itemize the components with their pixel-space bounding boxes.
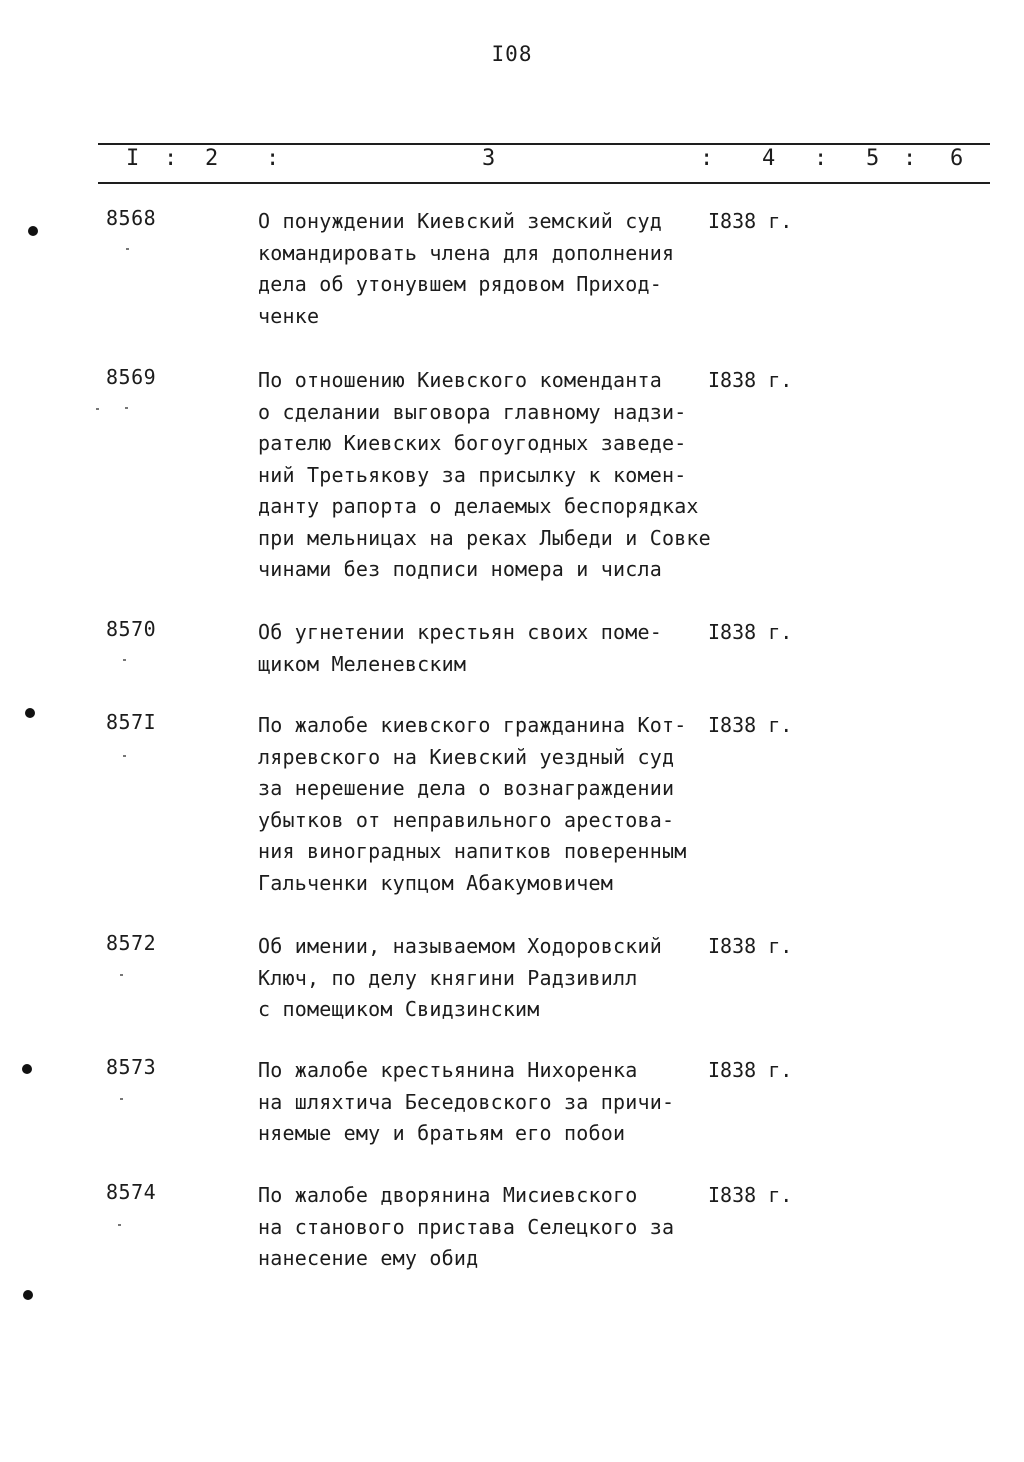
punch-hole-mark: [22, 1064, 32, 1074]
page-number: I08: [491, 42, 533, 66]
description-line: за нерешение дела о вознаграждении: [258, 776, 675, 800]
description-line: при мельницах на реках Лыбеди и Совке: [258, 525, 711, 550]
record-number: 8574: [106, 1180, 157, 1204]
description-line: ляревского на Киевский уездный суд: [258, 744, 675, 769]
record-description: [258, 206, 708, 332]
scan-speck: [96, 408, 99, 410]
column-separator: :: [814, 146, 828, 171]
column-6-label: 6: [950, 146, 964, 171]
record-year: I838 г.: [708, 368, 793, 392]
description-line: убытков от неправильного арестова-: [258, 807, 675, 832]
description-line: на станового пристава Селецкого за: [258, 1214, 675, 1239]
description-line: По жалобе дворянина Мисиевского: [258, 1183, 638, 1207]
description-line: Об угнетении крестьян своих поме-: [258, 620, 662, 644]
scan-speck: [120, 974, 123, 976]
description-line: О понуждении Киевский земский суд: [258, 209, 662, 233]
description-line: По отношению Киевского коменданта: [258, 368, 662, 392]
description-line: ний Третьякову за присылку к комен-: [258, 462, 687, 487]
table-header-top-rule: [98, 143, 990, 145]
description-line: По жалобе киевского гражданина Кот-: [258, 713, 687, 737]
scan-speck: [123, 755, 126, 757]
description-line: данту рапорта о делаемых беспорядках: [258, 494, 699, 518]
scan-speck: [120, 1098, 123, 1100]
description-line: нанесение ему обид: [258, 1246, 479, 1270]
record-number: 8572: [106, 931, 157, 955]
description-line: Гальченки купцом Абакумовичем: [258, 870, 613, 895]
record-number: 857I: [106, 710, 157, 734]
description-line: на шляхтича Беседовского за причи-: [258, 1089, 675, 1114]
description-line: щиком Меленевским: [258, 651, 467, 676]
scan-speck: [118, 1224, 121, 1226]
description-line: ния виноградных напитков поверенным: [258, 839, 687, 863]
punch-hole-mark: [23, 1290, 33, 1300]
column-1-label: I: [126, 146, 140, 171]
column-separator: :: [903, 146, 917, 171]
description-line: чинами без подписи номера и числа: [258, 557, 662, 581]
record-description: [258, 710, 708, 899]
scan-speck: [125, 407, 128, 409]
record-description: [258, 365, 711, 586]
description-line: ченке: [258, 303, 320, 328]
description-line: командировать члена для дополнения: [258, 240, 675, 265]
record-description: [258, 1055, 708, 1150]
record-year: I838 г.: [708, 620, 793, 644]
record-number: 8573: [106, 1055, 157, 1079]
description-line: о сделании выговора главному надзи-: [258, 399, 687, 424]
column-2-label: 2: [205, 146, 219, 171]
scan-speck: [123, 659, 126, 661]
column-separator: :: [266, 146, 280, 171]
column-separator: :: [700, 146, 714, 171]
record-year: I838 г.: [708, 1058, 793, 1082]
description-line: рателю Киевских богоугодных заведе-: [258, 431, 687, 455]
column-separator: :: [164, 146, 178, 171]
record-year: I838 г.: [708, 934, 793, 958]
record-year: I838 г.: [708, 1183, 793, 1207]
description-line: с помещиком Свидзинским: [258, 997, 540, 1021]
description-line: дела об утонувшем рядовом Приход-: [258, 272, 662, 296]
column-4-label: 4: [762, 146, 776, 171]
column-5-label: 5: [866, 146, 880, 171]
record-number: 8568: [106, 206, 157, 230]
description-line: Об имении, называемом Ходоровский: [258, 934, 662, 958]
record-description: [258, 931, 708, 1026]
punch-hole-mark: [25, 708, 35, 718]
record-number: 8570: [106, 617, 157, 641]
record-description: [258, 1180, 708, 1275]
table-header-bottom-rule: [98, 182, 990, 184]
record-year: I838 г.: [708, 713, 793, 737]
description-line: По жалобе крестьянина Нихоренка: [258, 1058, 638, 1082]
description-line: Ключ, по делу княгини Радзивилл: [258, 965, 638, 990]
description-line: няемые ему и братьям его побои: [258, 1121, 626, 1145]
scan-speck: [126, 248, 129, 250]
record-number: 8569: [106, 365, 157, 389]
record-year: I838 г.: [708, 209, 793, 233]
column-3-label: 3: [482, 146, 496, 171]
record-description: [258, 617, 708, 680]
punch-hole-mark: [28, 226, 38, 236]
